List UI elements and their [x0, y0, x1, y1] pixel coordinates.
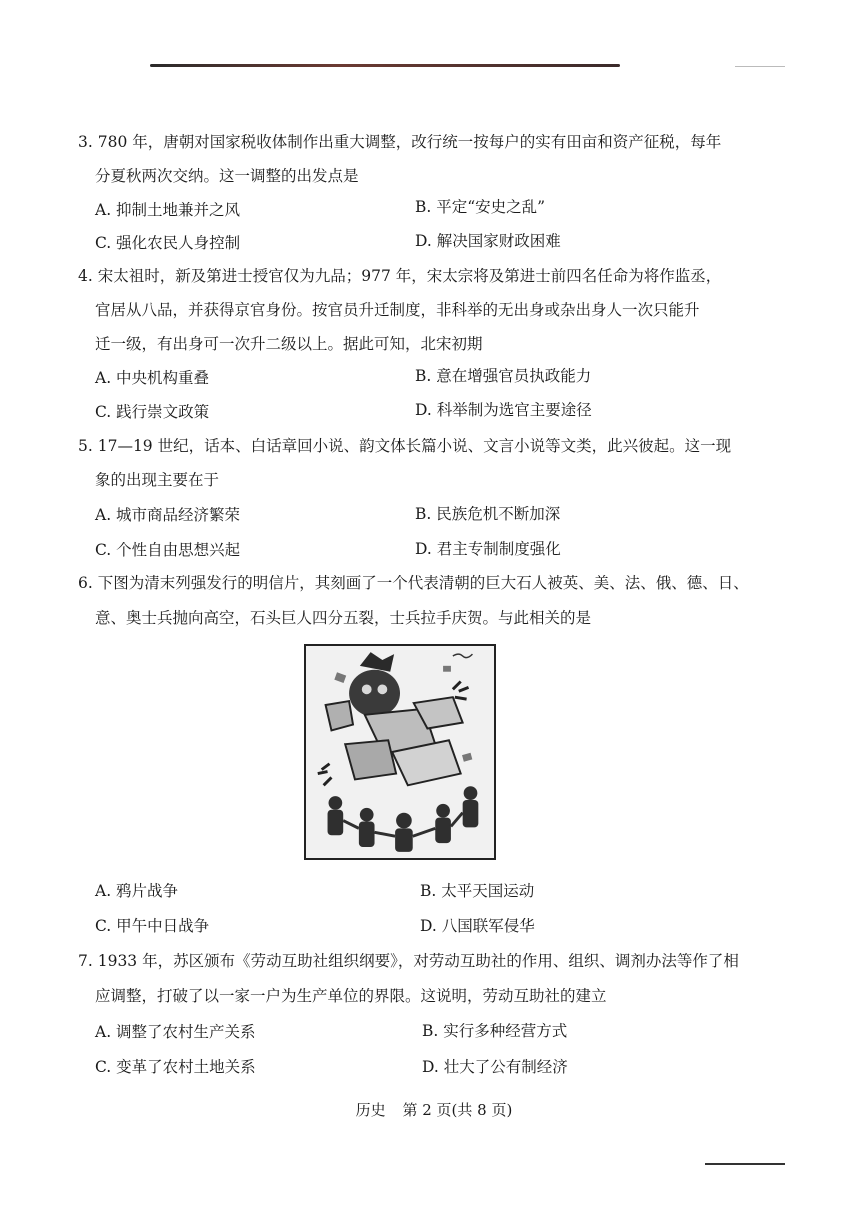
option-d: D. 君主专制制度强化	[415, 540, 561, 558]
option-c: C. 个性自由思想兴起	[95, 541, 241, 559]
option-c: C. 践行崇文政策	[95, 403, 210, 421]
question-stem-line: 分夏秋两次交纳。这一调整的出发点是	[95, 167, 359, 185]
option-a: A. 中央机构重叠	[95, 369, 210, 387]
top-rule	[150, 64, 620, 67]
page-footer	[0, 1100, 868, 1120]
option-b: B. 平定“安史之乱”	[415, 198, 546, 216]
option-c: C. 甲午中日战争	[95, 917, 210, 935]
question-stem-line: 应调整，打破了以一家一户为生产单位的界限。这说明，劳动互助社的建立	[95, 987, 607, 1005]
question-stem-line: 3. 780 年，唐朝对国家税收体制作出重大调整，改行统一按每户的实有田亩和资产征税，每年	[78, 133, 722, 151]
top-rule-right	[735, 66, 785, 67]
question-stem-line: 官居从八品，并获得京官身份。按官员升迁制度，非科举的无出身或杂出身人一次只能升	[95, 301, 700, 319]
footer-subject: 历史	[355, 1101, 386, 1119]
option-a: A. 抑制土地兼并之风	[95, 201, 241, 219]
option-a: A. 调整了农村生产关系	[95, 1023, 256, 1041]
option-d: D. 八国联军侵华	[420, 917, 535, 935]
option-b: B. 民族危机不断加深	[415, 505, 561, 523]
option-a: A. 城市商品经济繁荣	[95, 506, 241, 524]
option-b: B. 实行多种经营方式	[422, 1022, 568, 1040]
option-c: C. 变革了农村土地关系	[95, 1058, 256, 1076]
option-b: B. 太平天国运动	[420, 882, 535, 900]
option-b: B. 意在增强官员执政能力	[415, 367, 592, 385]
postcard-cartoon-image	[304, 644, 496, 860]
question-stem-line: 7. 1933 年，苏区颁布《劳动互助社组织纲要》，对劳动互助社的作用、组织、调剂办法等作了相	[78, 952, 739, 970]
bottom-rule	[705, 1163, 785, 1165]
question-stem-line: 象的出现主要在于	[95, 471, 220, 489]
option-d: D. 壮大了公有制经济	[422, 1058, 568, 1076]
question-stem-line: 迁一级，有出身可一次升二级以上。据此可知，北宋初期	[95, 335, 483, 353]
question-stem-line: 6. 下图为清末列强发行的明信片，其刻画了一个代表清朝的巨大石人被英、美、法、俄、德、日、	[78, 574, 749, 592]
question-stem-line: 5. 17—19 世纪，话本、白话章回小说、韵文体长篇小说、文言小说等文类，此兴彼起。这一现	[78, 437, 732, 455]
option-c: C. 强化农民人身控制	[95, 234, 241, 252]
option-d: D. 解决国家财政困难	[415, 232, 561, 250]
footer-page-number: 第 2 页(共 8 页)	[402, 1101, 513, 1119]
option-a: A. 鸦片战争	[95, 882, 179, 900]
question-stem-line: 意、奥士兵抛向高空，石头巨人四分五裂，士兵拉手庆贺。与此相关的是	[95, 609, 592, 627]
question-stem-line: 4. 宋太祖时，新及第进士授官仅为九品；977 年，宋太宗将及第进士前四名任命为将作监丞，	[78, 267, 722, 285]
option-d: D. 科举制为选官主要途径	[415, 401, 592, 419]
